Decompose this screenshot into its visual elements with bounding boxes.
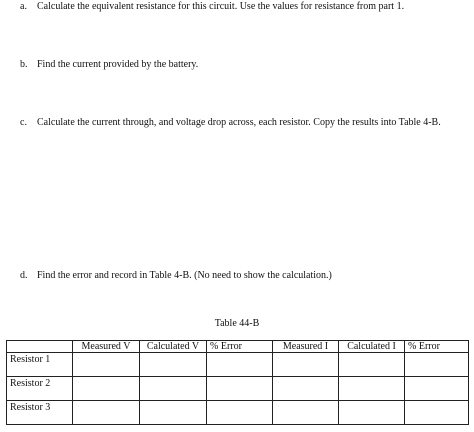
cell-error-v[interactable] [207,377,273,401]
table-row [7,401,469,425]
cell-error-v[interactable] [207,401,273,425]
cell-error-i[interactable] [405,401,469,425]
cell-measured-i[interactable] [273,353,339,377]
question-label: a. [20,1,27,12]
header-cell-empty [7,341,73,353]
question-text: Find the current provided by the battery. [37,59,199,70]
cell-calculated-v[interactable] [140,353,207,377]
question-b [20,59,198,70]
question-c [20,117,441,128]
question-text: Calculate the current through, and voltage drop across, each resistor. Copy the results into Table 4-B. [37,117,441,128]
question-d [20,270,332,281]
question-text: Find the error and record in Table 4-B. (No need to show the calculation.) [37,270,332,281]
table-row [7,377,469,401]
cell-calculated-i[interactable] [339,401,405,425]
header-percent-error-v: % Error [207,341,273,353]
results-table [6,340,469,425]
cell-error-i[interactable] [405,353,469,377]
header-percent-error-i: % Error [405,341,469,353]
cell-measured-v[interactable] [73,401,140,425]
row-label: Resistor 1 [7,353,73,377]
cell-calculated-v[interactable] [140,401,207,425]
cell-measured-v[interactable] [73,353,140,377]
header-measured-v: Measured V [73,341,140,353]
cell-calculated-v[interactable] [140,377,207,401]
cell-error-v[interactable] [207,353,273,377]
question-a [20,1,404,12]
row-label: Resistor 3 [7,401,73,425]
row-label: Resistor 2 [7,377,73,401]
question-label: b. [20,59,28,70]
cell-measured-i[interactable] [273,377,339,401]
cell-error-i[interactable] [405,377,469,401]
header-measured-i: Measured I [273,341,339,353]
table-caption: Table 44-B [214,318,260,329]
table-row [7,353,469,377]
cell-measured-v[interactable] [73,377,140,401]
table-header-row [7,341,469,353]
cell-calculated-i[interactable] [339,353,405,377]
cell-calculated-i[interactable] [339,377,405,401]
question-label: c. [20,117,27,128]
header-calculated-i: Calculated I [339,341,405,353]
cell-measured-i[interactable] [273,401,339,425]
question-label: d. [20,270,28,281]
header-calculated-v: Calculated V [140,341,207,353]
question-text: Calculate the equivalent resistance for this circuit. Use the values for resistance from part 1. [37,1,405,12]
